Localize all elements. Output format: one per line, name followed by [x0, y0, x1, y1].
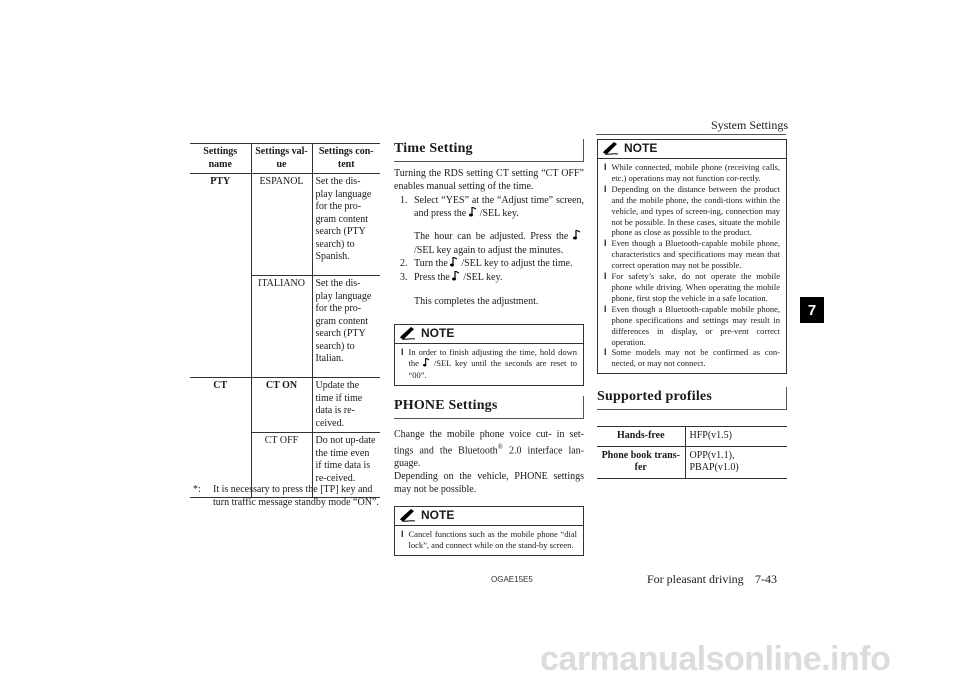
note-item: l Some models may not be confirmed as con-nected, or may not connect.	[604, 347, 780, 369]
phone-paragraph: Change the mobile phone voice cut- in set-tings and the Bluetooth® 2.0 interface lan-guage.	[394, 429, 584, 470]
note-item: l While connected, mobile phone (receiving calls, etc.) operations may not function cor-rectly.	[604, 162, 780, 183]
note-header: NOTE	[395, 325, 583, 343]
note-pencil-icon	[602, 142, 620, 155]
right-column	[597, 139, 787, 479]
col-header: Settings con-tent	[312, 144, 380, 174]
header-rule	[596, 134, 786, 135]
completion-text: This completes the adjustment.	[414, 296, 539, 307]
note-item: l In order to finish adjusting the time, hold down the /SEL key until the seconds are reset to “00”.	[401, 347, 577, 380]
time-setting-section	[394, 139, 584, 556]
profiles-table	[597, 426, 787, 479]
setting-value: CT OFF	[251, 433, 312, 498]
col-header: Settings name	[203, 146, 238, 170]
section-title: Supported profiles	[597, 389, 712, 405]
page-number: 7-43	[755, 572, 777, 586]
music-note-icon	[452, 271, 463, 285]
section-heading-box	[394, 396, 584, 419]
music-note-icon	[423, 358, 434, 370]
footer-section: For pleasant driving	[647, 572, 744, 586]
section-heading-box	[394, 139, 584, 162]
profile-name: Hands-free	[597, 427, 685, 447]
section-heading-box	[597, 387, 787, 410]
step-3: 3. Press the /SEL key.	[400, 272, 503, 283]
note-header: NOTE	[598, 140, 786, 158]
note-item: l For safety’s sake, do not operate the mobile phone while driving. When operating the mobile phone, first stop the vehicle in a safe location.	[604, 271, 780, 303]
section-title: PHONE Settings	[394, 398, 498, 413]
setting-name: PTY	[210, 176, 231, 187]
setting-content: Update the time if time data is re-ceived.	[312, 378, 380, 433]
table-row	[190, 378, 380, 433]
step-2: 2. Turn the /SEL key to adjust the time.	[400, 258, 573, 269]
note-item: l Cancel functions such as the mobile phone “dial lock”, and connect while on the stand-by screen.	[401, 529, 577, 551]
note-box	[597, 139, 787, 374]
setting-value: CT ON	[251, 378, 312, 433]
settings-table	[190, 143, 380, 498]
note-item: l Even though a Bluetooth-capable mobile phone, characteristics and specifications may mean that correct operation may not be possible.	[604, 238, 780, 271]
step-1-note: The hour can be adjusted. Press the /SEL key again to adjust the minutes.	[414, 230, 584, 257]
running-header: System Settings	[710, 118, 788, 132]
setting-content: Do not up-date the time even if time data is re-ceived.	[312, 433, 380, 498]
profile-value: HFP(v1.5)	[685, 427, 787, 447]
note-pencil-icon	[399, 509, 417, 522]
music-note-icon	[450, 257, 461, 271]
setting-content: Set the dis-play language for the pro-gram content search (PTY search) to Italian.	[312, 276, 380, 378]
note-item: l Depending on the distance between the product and the mobile phone, the condi-tions within the vehicle, and types of screen-ing, connection may not be possible. In these cases, situate the mobile phone as close as possible to the product.	[604, 183, 780, 238]
phone-paragraph-2: Depending on the vehicle, PHONE settings may not be possible.	[394, 471, 584, 496]
setting-value: ITALIANO	[251, 276, 312, 378]
step-1: 1. Select “YES” at the “Adjust time” screen, and press the /SEL key.	[400, 195, 584, 219]
table-footnote	[193, 484, 379, 509]
section-title: Time Setting	[394, 141, 473, 156]
footer-code: OGAE15E5	[491, 575, 533, 584]
step-list	[394, 194, 584, 308]
footnote-mark: *:	[193, 484, 201, 495]
note-box	[394, 324, 584, 386]
table-row	[190, 174, 380, 276]
setting-content: Set the dis-play language for the pro-gram content search (PTY search) to Spanish.	[312, 174, 380, 276]
note-item: l Even though a Bluetooth-capable mobile phone, phone specifications and settings may result in differences in display, or pre-vent correct operation.	[604, 303, 780, 347]
profile-value: OPP(v1.1), PBAP(v1.0)	[685, 446, 787, 478]
col-header: Settings val-ue	[251, 144, 312, 174]
chapter-tab: 7	[800, 297, 824, 323]
music-note-icon	[469, 207, 480, 221]
footnote-text: It is necessary to press the [TP] key and turn traffic message standby mode “ON”.	[213, 484, 379, 508]
music-note-icon	[573, 230, 584, 244]
watermark-logo: carmanualsonline.info	[540, 640, 891, 678]
note-box	[394, 506, 584, 556]
table-header-row	[190, 144, 380, 174]
table-row	[597, 427, 787, 447]
intro-paragraph: Turning the RDS setting CT setting “CT OFF” enables manual setting of the time.	[394, 168, 584, 192]
setting-name: CT	[213, 380, 228, 391]
setting-value: ESPANOL	[251, 174, 312, 276]
note-pencil-icon	[399, 327, 417, 340]
table-row	[597, 446, 787, 478]
profile-name: Phone book trans-fer	[597, 446, 685, 478]
note-header: NOTE	[395, 507, 583, 525]
